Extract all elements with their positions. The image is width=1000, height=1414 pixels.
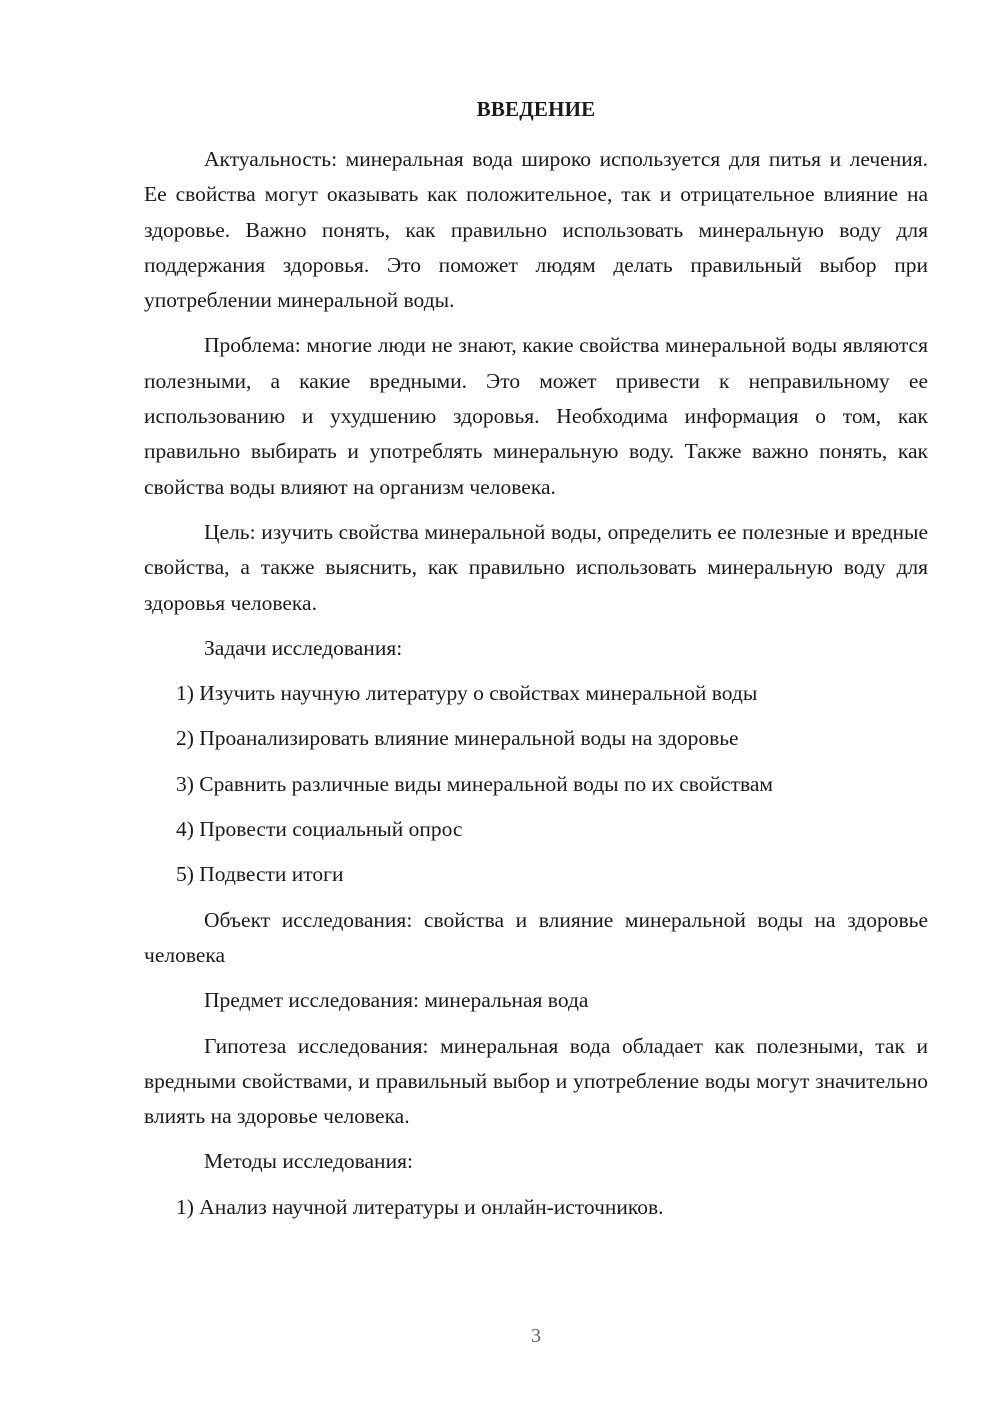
paragraph-subject: Предмет исследования: минеральная вода	[204, 988, 589, 1013]
page-number: 3	[531, 1325, 541, 1347]
task-item: 2) Проанализировать влияние минеральной воды на здоровье	[176, 726, 739, 751]
paragraph-problem: Проблема: многие люди не знают, какие свойства минеральной воды являются полезными, а какие вредными. Это может привести к неправильному ее использованию и ухудшению здоровья. Необходима информация о том, как правильно выбирать и употреблять минеральную воду. Также важно понять, как свойства воды влияют на организм человека.	[144, 333, 928, 499]
document-body	[144, 142, 928, 1235]
task-item: 5) Подвести итоги	[176, 862, 344, 887]
paragraph-object: Объект исследования: свойства и влияние минеральной воды на здоровье человека	[144, 907, 928, 967]
tasks-heading: Задачи исследования:	[204, 635, 403, 660]
method-item: 1) Анализ научной литературы и онлайн-источников.	[176, 1194, 664, 1219]
paragraph-hypothesis: Гипотеза исследования: минеральная вода обладает как полезными, так и вредными свойствами, и правильный выбор и употребление воды могут значительно влиять на здоровье человека.	[144, 1033, 928, 1129]
task-item: 3) Сравнить различные виды минеральной воды по их свойствам	[176, 771, 774, 796]
task-item: 1) Изучить научную литературу о свойствах минеральной воды	[176, 681, 758, 706]
task-item: 4) Провести социальный опрос	[176, 817, 463, 842]
section-title: ВВЕДЕНИЕ	[476, 97, 596, 121]
paragraph-goal: Цель: изучить свойства минеральной воды, определить ее полезные и вредные свойства, а также выяснить, как правильно использовать минеральную воду для здоровья человека.	[144, 519, 928, 615]
paragraph-relevance: Актуальность: минеральная вода широко используется для питья и лечения. Ее свойства могут оказывать как положительное, так и отрицательное влияние на здоровье. Важно понять, как правильно использовать минеральную воду для поддержания здоровья. Это поможет людям делать правильный выбор при употреблении минеральной воды.	[144, 147, 928, 313]
methods-heading: Методы исследования:	[204, 1149, 413, 1174]
